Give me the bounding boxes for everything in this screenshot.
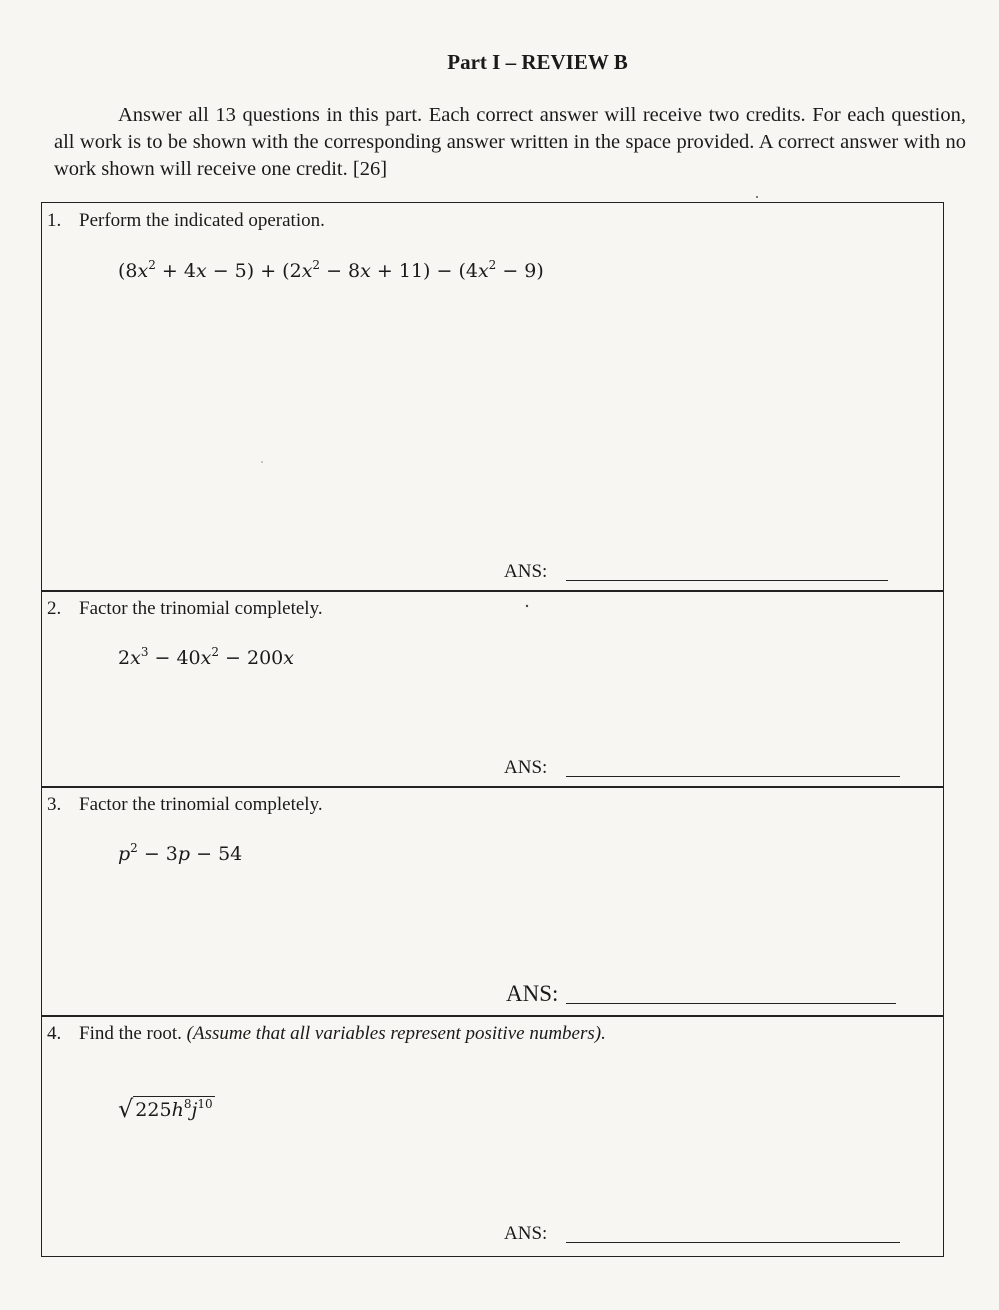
question-4-header bbox=[47, 1023, 606, 1045]
answer-label: ANS: bbox=[504, 1223, 548, 1244]
expression-text: $p^2 - 3p - 54$ bbox=[118, 841, 243, 865]
question-3-box[interactable] bbox=[41, 786, 944, 1017]
question-prompt: Perform the indicated operation. bbox=[79, 210, 325, 231]
question-3-header bbox=[47, 794, 323, 816]
page-title: Part I – REVIEW B bbox=[447, 50, 628, 74]
question-1-expression bbox=[118, 260, 544, 282]
question-2-box[interactable] bbox=[41, 590, 944, 788]
expression-text: $2x^3 - 40x^2 - 200x$ bbox=[118, 645, 294, 669]
expression-text: $(8x^2 + 4x - 5) + (2x^2 - 8x + 11) - (4x^2 - 9)$ bbox=[118, 258, 544, 282]
answer-label: ANS: bbox=[504, 561, 548, 582]
question-1-header bbox=[47, 210, 325, 232]
instructions-paragraph: Answer all 13 questions in this part. Each correct answer will receive two credits. For each question, all work is to be shown with the corresponding answer written in the space provided. A correct answer with no work shown will receive one credit. [26] bbox=[54, 104, 966, 180]
question-number: 1. bbox=[47, 210, 62, 231]
answer-label: ANS: bbox=[504, 757, 548, 778]
question-prompt: Find the root. bbox=[79, 1023, 182, 1044]
answer-line[interactable] bbox=[566, 580, 888, 581]
answer-line[interactable] bbox=[566, 776, 900, 777]
question-prompt: Factor the trinomial completely. bbox=[79, 598, 323, 619]
question-number: 3. bbox=[47, 794, 62, 815]
question-4-box[interactable] bbox=[41, 1015, 944, 1257]
answer-label: ANS: bbox=[506, 981, 559, 1006]
question-2-header bbox=[47, 598, 323, 620]
question-2-expression bbox=[118, 647, 294, 669]
answer-line[interactable] bbox=[566, 1242, 900, 1243]
question-prompt: Factor the trinomial completely. bbox=[79, 794, 323, 815]
question-3-expression bbox=[118, 843, 242, 865]
radical-expression: √ $225h^8j^{10}$ bbox=[118, 1095, 213, 1123]
question-number: 2. bbox=[47, 598, 62, 619]
question-number: 4. bbox=[47, 1023, 62, 1044]
square-root-icon: √ bbox=[118, 1095, 134, 1123]
question-4-expression bbox=[118, 1096, 215, 1122]
answer-line[interactable] bbox=[566, 1003, 896, 1004]
question-hint: (Assume that all variables represent positive numbers). bbox=[186, 1023, 606, 1044]
question-1-box[interactable] bbox=[41, 202, 944, 592]
